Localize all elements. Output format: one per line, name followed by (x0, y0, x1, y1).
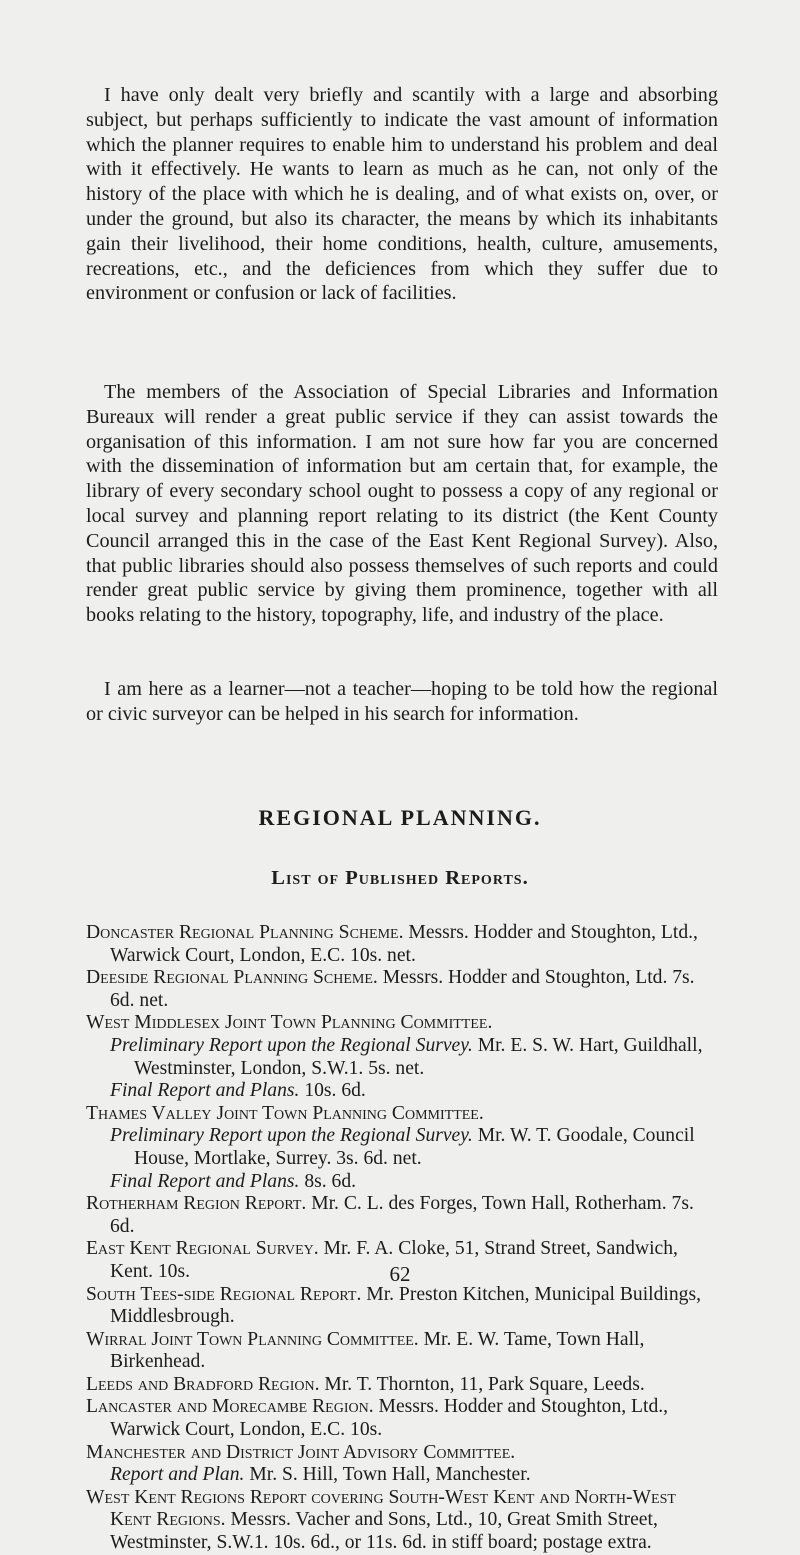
report-name: Manchester and District Joint Advisory Committee. (86, 1441, 516, 1463)
report-entry (86, 1442, 718, 1465)
report-subentry (86, 1080, 718, 1103)
report-subentry-title: Final Report and Plans. (110, 1080, 300, 1102)
paragraph-3: I am here as a learner—not a teacher—hoping to be told how the regional or civic surveyor can be helped in his search for information. (86, 678, 718, 725)
reports-list (86, 922, 718, 1555)
report-name: East Kent Regional Survey. (86, 1238, 319, 1260)
page-number: 62 (389, 1262, 411, 1286)
report-subentry (86, 1035, 718, 1080)
report-name: Wirral Joint Town Planning Committee. (86, 1328, 419, 1350)
report-subentry-details: Mr. E. S. W. Hart, Guildhall, Westminster, London, S.W.1. 5s. net. (134, 1034, 703, 1079)
report-subentry-title: Preliminary Report upon the Regional Survey. (110, 1125, 473, 1147)
report-name: Doncaster Regional Planning Scheme. (86, 922, 404, 943)
report-subentry-title: Final Report and Plans. (110, 1170, 300, 1192)
report-subentry-title: Report and Plan. (110, 1464, 245, 1486)
report-subentry-details: Mr. S. Hill, Town Hall, Manchester. (249, 1464, 531, 1486)
report-details: Mr. F. A. Cloke, 51, Strand Street, Sandwich, Kent. 10s. (110, 1238, 678, 1282)
report-details: Mr. C. L. des Forges, Town Hall, Rotherham. 7s. 6d. (110, 1193, 694, 1237)
report-details: Messrs. Hodder and Stoughton, Ltd. 7s. 6d. net. (110, 967, 695, 1011)
report-subentry-details: Mr. W. T. Goodale, Council House, Mortlake, Surrey. 3s. 6d. net. (134, 1125, 695, 1169)
report-name: South Tees-side Regional Report. (86, 1283, 362, 1305)
report-details: Mr. T. Thornton, 11, Park Square, Leeds. (324, 1373, 645, 1395)
report-entry (86, 1487, 718, 1555)
report-name: Rotherham Region Report. (86, 1193, 307, 1215)
report-entry (86, 1396, 718, 1441)
report-details: Mr. Preston Kitchen, Municipal Buildings, Middlesbrough. (110, 1283, 701, 1328)
report-details: Mr. E. W. Tame, Town Hall, Birkenhead. (110, 1328, 645, 1373)
report-details: Messrs. Hodder and Stoughton, Ltd., Warwick Court, London, E.C. 10s. net. (110, 922, 698, 966)
report-name: West Middlesex Joint Town Planning Committee. (86, 1012, 493, 1034)
report-name: West Kent Regions Report covering South-West Kent and North-West Kent Regions. (86, 1486, 676, 1531)
report-name: Deeside Regional Planning Scheme. (86, 967, 378, 989)
report-details: Messrs. Hodder and Stoughton, Ltd., Warwick Court, London, E.C. 10s. (110, 1396, 669, 1441)
report-entry (86, 1284, 718, 1329)
report-details: Messrs. Vacher and Sons, Ltd., 10, Great Smith Street, Westminster, S.W.1. 10s. 6d., or 11s. 6d. in stiff board; postage extra. (110, 1509, 658, 1554)
section-heading: REGIONAL PLANNING. (258, 805, 542, 830)
report-entry (86, 1193, 718, 1238)
report-subentry (86, 1171, 718, 1194)
report-entry (86, 967, 718, 1012)
report-name: Leeds and Bradford Region. (86, 1373, 320, 1395)
report-subentry-details: 10s. 6d. (304, 1080, 366, 1102)
paragraph-1: I have only dealt very briefly and scantily with a large and absorbing subject, but perhaps sufficiently to indicate the vast amount of information which the planner requires to enable him to understand his problem and deal with it effectively. He wants to learn as much as he can, not only of the history of the place with which he is dealing, and of what exists on, over, or under the ground, but also its character, the means by which its inhabitants gain their livelihood, their home conditions, health, culture, amusements, recreations, etc., and the deficiences from which they suffer due to environment or confusion or lack of facilities. (86, 84, 718, 305)
section-subheading: List of Published Reports. (271, 867, 529, 889)
report-name: Lancaster and Morecambe Region. (86, 1396, 374, 1418)
report-subentry-details: 8s. 6d. (304, 1170, 357, 1192)
report-name: Thames Valley Joint Town Planning Committee. (86, 1102, 484, 1124)
report-entry (86, 922, 718, 967)
report-entry (86, 1329, 718, 1374)
report-subentry-title: Preliminary Report upon the Regional Survey. (110, 1034, 473, 1056)
report-subentry (86, 1464, 718, 1487)
report-subentry (86, 1125, 718, 1170)
report-entry (86, 1103, 718, 1126)
report-entry (86, 1374, 718, 1397)
report-entry (86, 1012, 718, 1035)
paragraph-2: The members of the Association of Special Libraries and Information Bureaux will render a great public service if they can assist towards the organisation of this information. I am not sure how far you are concerned with the dissemination of information but am certain that, for example, the library of every secondary school ought to possess a copy of any regional or local survey and planning report relating to its district (the Kent County Council arranged this in the case of the East Kent Regional Survey). Also, that public libraries should also possess themselves of such reports and could render great public service by giving them prominence, together with all books relating to the history, topography, life, and industry of the place. (86, 381, 718, 627)
